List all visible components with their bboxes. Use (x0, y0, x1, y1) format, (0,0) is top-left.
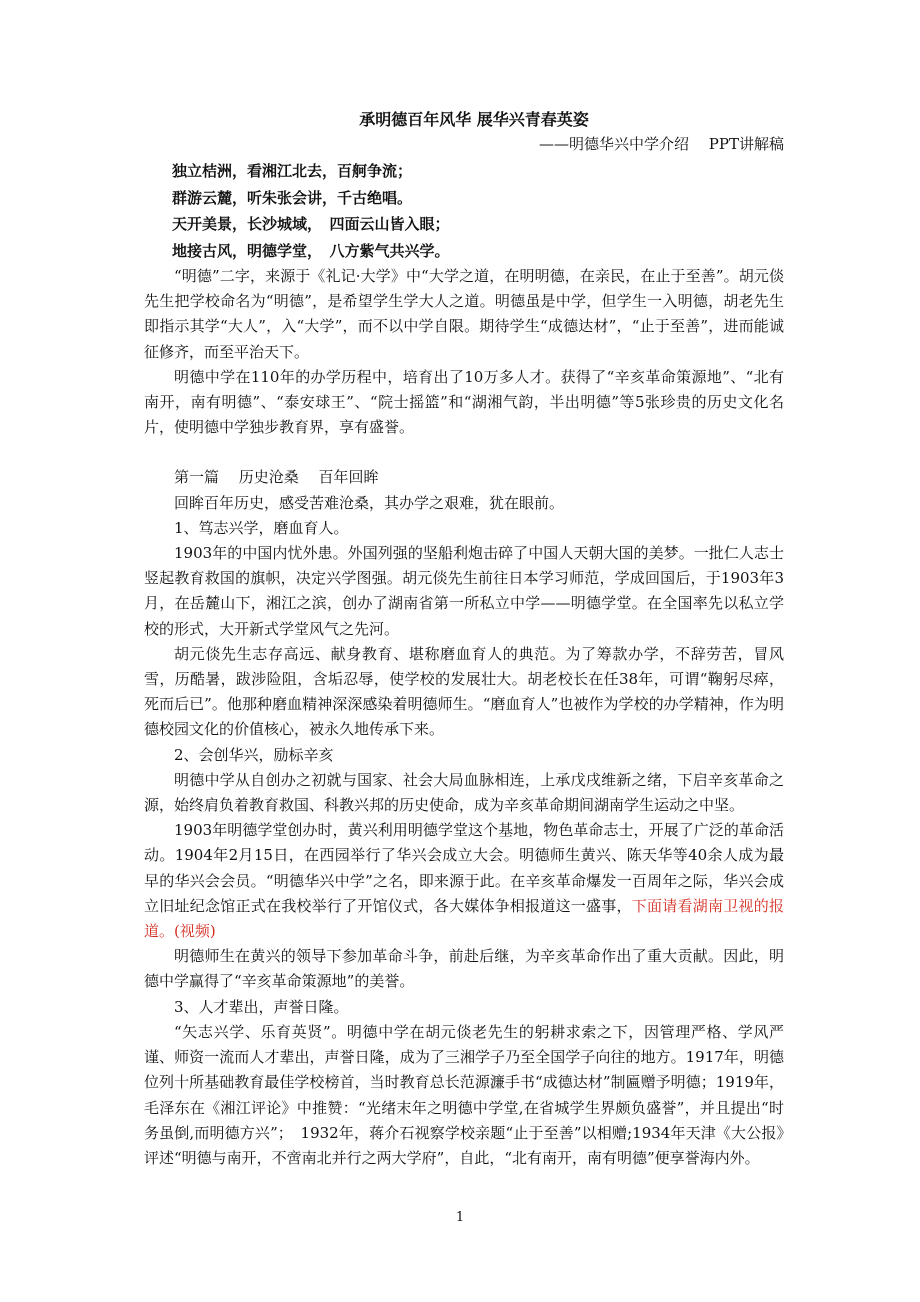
blank-line (144, 440, 784, 465)
subsection-heading: 2、会创华兴，励标辛亥 (174, 745, 334, 764)
page-number: 1 (455, 1210, 465, 1225)
video-cue-text: 下面请看湖南卫视的报道。(视频) (144, 896, 784, 941)
poem-line: 天开美景，长沙城域， 四面云山皆入眼； (172, 215, 450, 233)
body-paragraph: 明德中学从自创办之初就与国家、社会大局血脉相连，上承戊戌维新之绪，下启辛亥革命之源，始终肩负着教育救国、科教兴邦的历史使命，成为辛亥革命期间湖南学生运动之中坚。 (144, 770, 784, 815)
poem-line: 独立桔洲，看湘江北去，百舸争流； (172, 162, 413, 180)
poem-line: 地接古风，明德学堂， 八方紫气共兴学。 (172, 241, 450, 260)
document-page (144, 108, 784, 1171)
body-paragraph: 明德师生在黄兴的领导下参加革命斗争，前赴后继，为辛亥革命作出了重大贡献。因此，明德中学赢得了“辛亥革命策源地”的美誉。 (144, 947, 784, 991)
subsection-heading: 3、人才辈出，声誉日隆。 (174, 997, 349, 1016)
body-paragraph (144, 818, 784, 944)
body-paragraph: “矢志兴学、乐育英贤”。明德中学在胡元倓老先生的躬耕求索之下，因管理严格、学风严谨、师资一流而人才辈出，声誉日隆，成为了三湘学子乃至全国学子向往的地方。1917年，明德位列十所基础教育最佳学校榜首，当时教育总长范源濂手书“成德达材”制匾赠予明德；1919年，毛泽东在《湘江评论》中推赞：“光绪末年之明德中学堂,在省城学生界颇负盛誉”，并且提出“时务虽倒,而明德方兴”； 1932年，蒋介石视察学校亲题“止于至善”以相赠;1934年天津《大公报》评述“明德与南开，不啻南北并行之两大学府”，自此，“北有南开，南有明德”便享誉海内外。 (144, 1022, 784, 1167)
subsection-heading: 1、笃志兴学，磨血育人。 (174, 518, 349, 537)
intro-paragraph: “明德”二字，来源于《礼记·大学》中“大学之道，在明明德，在亲民，在止于至善”。胡元倓先生把学校命名为“明德”，是希望学生学大人之道。明德虽是中学，但学生一入明德，胡老先生即指示其学“大人”，入“大学”，而不以中学自限。期待学生“成德达材”，“止于至善”，进而能诚征修齐，而至平治天下。 (144, 267, 784, 361)
opening-poem (144, 158, 784, 264)
body-paragraph: 胡元倓先生志存高远、献身教育、堪称磨血育人的典范。为了筹款办学，不辞劳苦，冒风雪，历酷暑，跋涉险阻，含垢忍辱，使学校的发展壮大。胡老校长在任38年，可谓“鞠躬尽瘁，死而后已”。他那种磨血精神深深感染着明德师生。“磨血育人”也被作为学校的办学精神，作为明德校园文化的价值核心，被永久地传承下来。 (144, 644, 784, 739)
section-heading: 第一篇 历史沧桑 百年回眸 (174, 468, 379, 487)
section-lead: 回眸百年历史，感受苦难沧桑，其办学之艰难，犹在眼前。 (174, 493, 565, 512)
paragraph-text: 1903年明德学堂创办时，黄兴利用明德学堂这个基地，物色革命志士，开展了广泛的革命活动。1904年2月15日，在西园举行了华兴会成立大会。明德师生黄兴、陈天华等40余人成为最早的华兴会会员。“明德华兴中学”之名，即来源于此。在辛亥革命爆发一百周年之际，华兴会成立旧址纪念馆正式在我校举行了开馆仪式，各大媒体争相报道这一盛事， (144, 821, 784, 915)
document-subtitle: ——明德华兴中学介绍 PPT讲解稿 (539, 135, 784, 153)
body-paragraph: 1903年的中国内忧外患。外国列强的坚船利炮击碎了中国人天朝大国的美梦。一批仁人志士竖起教育救国的旗帜，决定兴学图强。胡元倓先生前往日本学习师范，学成回国后，于1903年3月，在岳麓山下，湘江之滨，创办了湖南省第一所私立中学——明德学堂。在全国率先以私立学校的形式，大开新式学堂风气之先河。 (144, 544, 784, 638)
poem-line: 群游云麓，听朱张会讲，千古绝唱。 (172, 188, 413, 207)
document-title: 承明德百年风华 展华兴青春英姿 (359, 110, 589, 129)
intro-paragraph: 明德中学在110年的办学历程中，培育出了10万多人才。获得了“辛亥革命策源地”、“北有南开，南有明德”、“泰安球王”、“院士摇篮”和“湖湘气韵，半出明德”等5张珍贵的历史文化名片，使明德中学独步教育界，享有盛誉。 (144, 367, 784, 437)
